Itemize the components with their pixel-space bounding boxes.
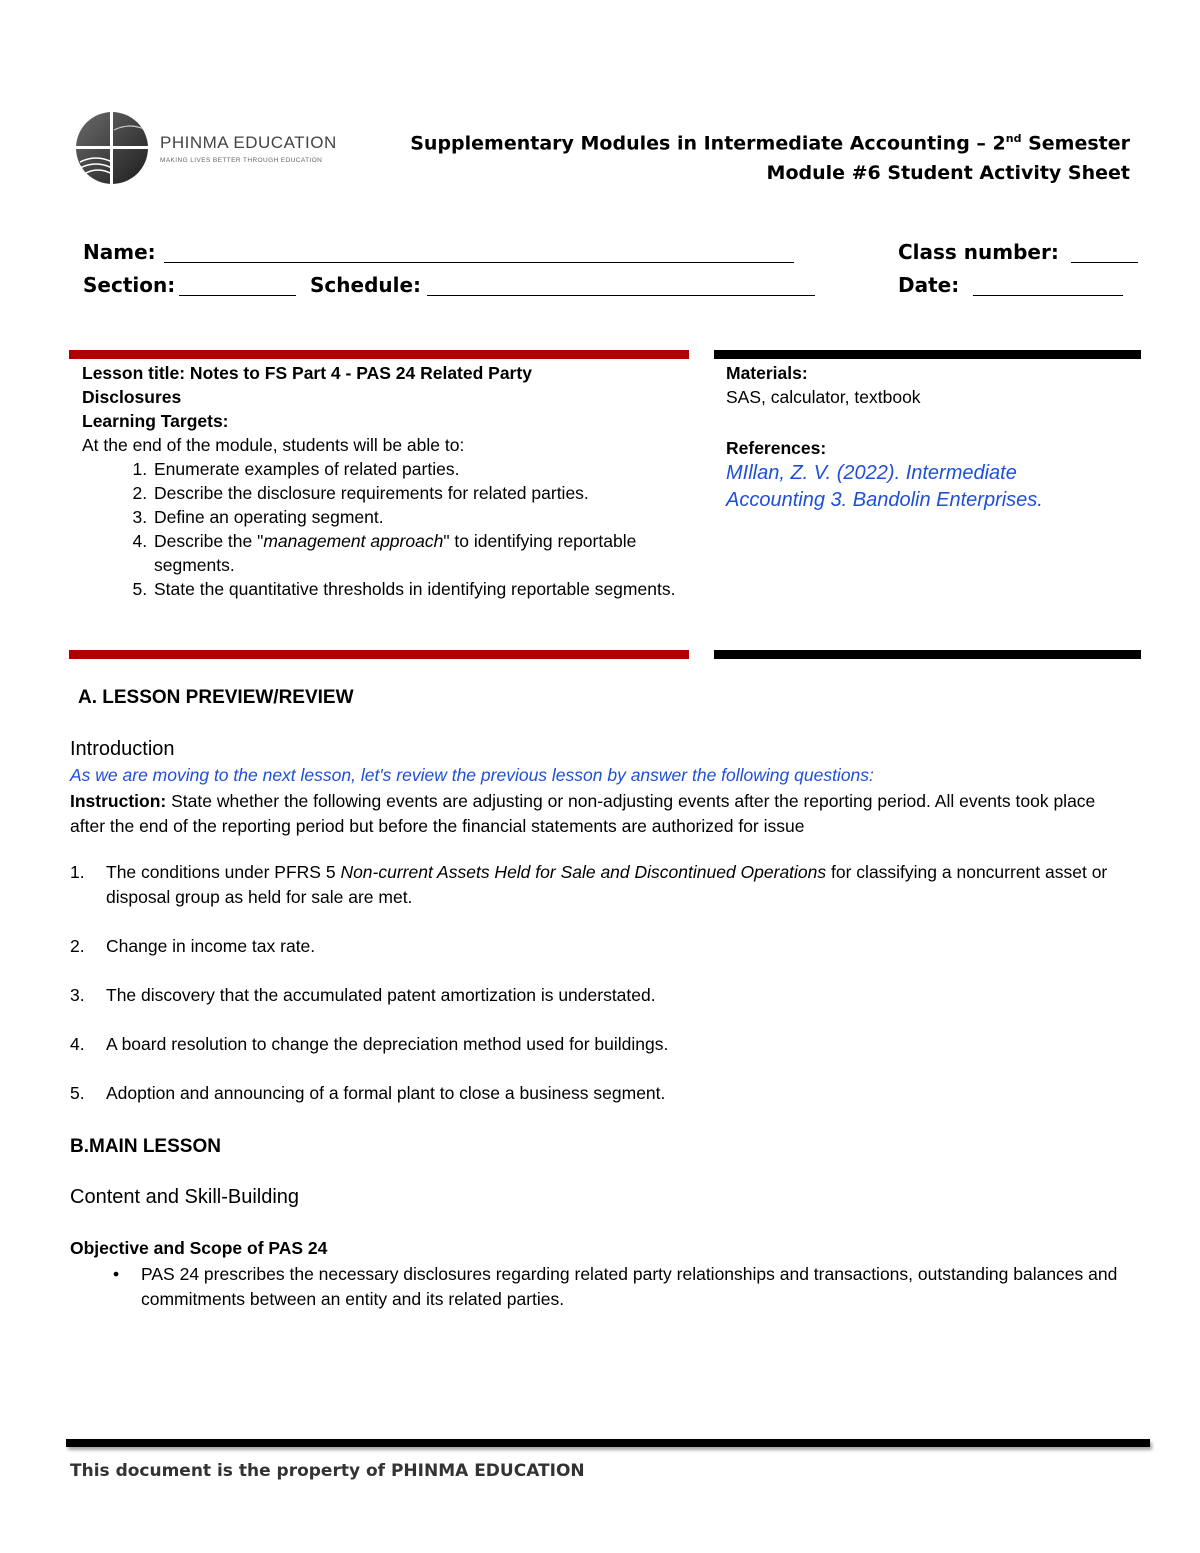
question-item: 5. Adoption and announcing of a formal plant to close a business segment. (70, 1083, 666, 1103)
class-number-field[interactable] (1071, 262, 1138, 263)
introduction-heading: Introduction (70, 738, 175, 760)
question-item: 1. The conditions under PFRS 5 Non-current Assets Held for Sale and Discontinued Operations for classifying a noncurrent asset or disposal group as held for sale are met. (70, 862, 1108, 907)
section-label: Section: (83, 273, 176, 297)
logo-name: PHINMA EDUCATION (160, 133, 337, 152)
section-b-title: B.MAIN LESSON (70, 1136, 221, 1157)
date-label: Date: (898, 273, 960, 297)
reference-line-2[interactable]: Accounting 3. Bandolin Enterprises. (726, 489, 1043, 511)
target-item: 1. Enumerate examples of related parties. (152, 457, 682, 481)
materials-label: Materials: (726, 363, 808, 383)
bullet-icon: • (113, 1264, 120, 1284)
question-list (70, 860, 1140, 1130)
section-field[interactable] (179, 295, 296, 296)
question-item: 3. The discovery that the accumulated patent amortization is understated. (70, 985, 656, 1005)
logo-tagline: MAKING LIVES BETTER THROUGH EDUCATION (160, 157, 323, 164)
name-label: Name: (83, 240, 156, 264)
instruction: Instruction: State whether the following events are adjusting or non-adjusting events after the reporting period. All events took place after the end of the reporting period but before the financial statements are authorized for issue (70, 791, 1096, 836)
materials-top-bar (714, 350, 1141, 359)
question-item: 4. A board resolution to change the depreciation method used for buildings. (70, 1034, 669, 1054)
question-item: 2. Change in income tax rate. (70, 936, 316, 956)
targets-list (82, 457, 682, 601)
learning-targets-label: Learning Targets: (82, 411, 229, 431)
class-number-label: Class number: (898, 240, 1059, 264)
materials-bottom-bar (714, 650, 1141, 659)
section-a-title: A. LESSON PREVIEW/REVIEW (78, 687, 354, 708)
lesson-bottom-bar (69, 650, 689, 659)
content-heading: Content and Skill-Building (70, 1186, 300, 1208)
materials-box (726, 361, 1146, 514)
reference-line-1[interactable]: MIllan, Z. V. (2022). Intermediate (726, 462, 1017, 484)
target-item: 3. Define an operating segment. (152, 505, 682, 529)
materials-value: SAS, calculator, textbook (726, 387, 921, 407)
lesson-title-cont: Disclosures (82, 387, 182, 407)
lesson-title: Lesson title: Notes to FS Part 4 - PAS 24 Related Party (82, 363, 532, 383)
schedule-label: Schedule: (310, 273, 422, 297)
document-title: Supplementary Modules in Intermediate Accounting – 2nd Semester (410, 132, 1130, 155)
name-field[interactable] (164, 262, 794, 263)
review-prompt: As we are moving to the next lesson, let's review the previous lesson by answer the following questions: (70, 765, 874, 785)
targets-intro: At the end of the module, students will be able to: (82, 435, 465, 455)
objective-heading: Objective and Scope of PAS 24 (70, 1238, 328, 1258)
lesson-box (82, 361, 682, 601)
schedule-field[interactable] (427, 295, 815, 296)
lesson-top-bar (69, 350, 689, 359)
target-item: 2. Describe the disclosure requirements for related parties. (152, 481, 682, 505)
footer-bar (66, 1439, 1150, 1447)
target-item: 4. Describe the "management approach" to identifying reportable segments. (152, 529, 682, 577)
bullet-item: • PAS 24 prescribes the necessary disclosures regarding related party relationships and transactions, outstanding balances and commitments between an entity and its related parties. (113, 1264, 1118, 1309)
references-label: References: (726, 438, 827, 458)
target-item: 5. State the quantitative thresholds in identifying reportable segments. (152, 577, 682, 601)
date-field[interactable] (973, 295, 1123, 296)
footer-text: This document is the property of PHINMA EDUCATION (70, 1461, 585, 1481)
document-subtitle: Module #6 Student Activity Sheet (766, 162, 1130, 184)
